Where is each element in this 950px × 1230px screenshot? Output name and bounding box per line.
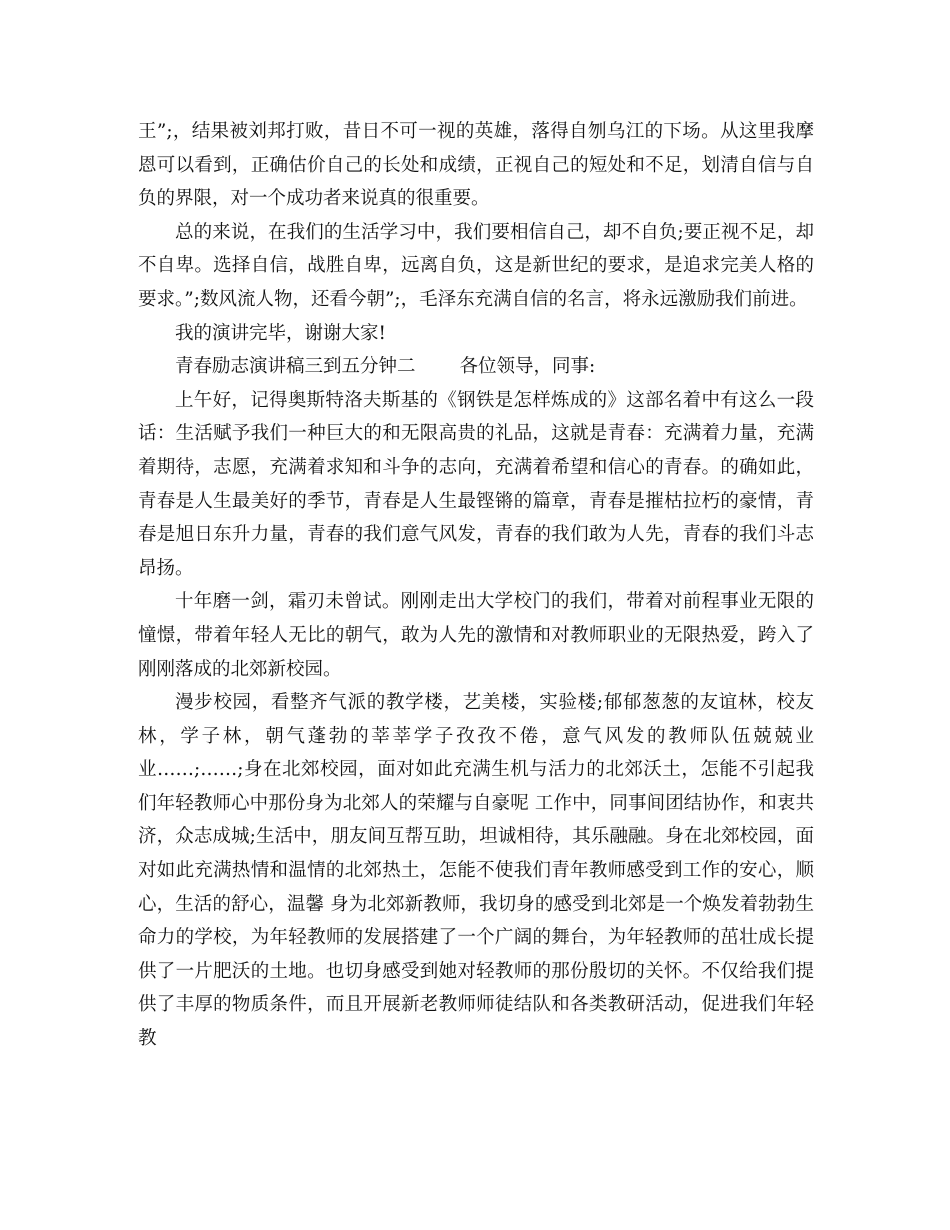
paragraph-continuation: 王”;，结果被刘邦打败，昔日不可一视的英雄，落得自刎乌江的下场。从这里我摩恩可以看到，正确估价自己的长处和成绩，正视自己的短处和不足，划清自信与自负的界限，对一个成功者来说真的很重要。 xyxy=(138,121,814,210)
paragraph-opening: 上午好，记得奥斯特洛夫斯基的《钢铁是怎样炼成的》这部名着中有这么一段话：生活赋予我们一种巨大的和无限高贵的礼品，这就是青春：充满着力量，充满着期待，志愿，充满着求知和斗争的志向，充满着希望和信心的青春。的确如此，青春是人生最美好的季节，青春是人生最铿锵的篇章，青春是摧枯拉朽的豪情，青春是旭日东升力量，青春的我们意气风发，青春的我们敢为人先，青春的我们斗志昂扬。 xyxy=(138,389,814,579)
document-body xyxy=(138,115,814,1056)
speech-heading xyxy=(138,350,814,384)
paragraph-campus: 漫步校园，看整齐气派的教学楼，艺美楼，实验楼;郁郁葱葱的友谊林，校友林，学子林，朝气蓬勃的莘莘学子孜孜不倦，意气风发的教师队伍兢兢业业……;……;身在北郊校园，面对如此充满生机与活力的北郊沃土，怎能不引起我们年轻教师心中那份身为北郊人的荣耀与自豪呢 工作中，同事间团结协作，和衷共济，众志成城;生活中，朋友间互帮互助，坦诚相待，其乐融融。身在北郊校园，面对如此充满热情和温情的北郊热土，怎能不使我们青年教师感受到工作的安心，顺心，生活的舒心，温馨 身为北郊新教师，我切身的感受到北郊是一个焕发着勃勃生命力的学校，为年轻教师的发展搭建了一个广阔的舞台，为年轻教师的茁壮成长提供了一片肥沃的土地。也切身感受到她对轻教师的那份殷切的关怀。不仅给我们提供了丰厚的物质条件，而且开展新老教师师徒结队和各类教研活动，促进我们年轻教 xyxy=(138,692,814,1050)
paragraph-closing: 我的演讲完毕，谢谢大家! xyxy=(175,322,386,344)
speech-title: 青春励志演讲稿三到五分钟二 xyxy=(175,356,416,378)
paragraph-ten-years: 十年磨一剑，霜刃未曾试。刚刚走出大学校门的我们，带着对前程事业无限的憧憬，带着年轻人无比的朝气，敢为人先的激情和对教师职业的无限热爱，跨入了刚刚落成的北郊新校园。 xyxy=(138,591,814,680)
paragraph-conclusion: 总的来说，在我们的生活学习中，我们要相信自己，却不自负;要正视不足，却不自卑。选择自信，战胜自卑，远离自负，这是新世纪的要求，是追求完美人格的要求。”;数风流人物，还看今朝”;，毛泽东充满自信的名言，将永远激励我们前进。 xyxy=(138,221,814,310)
speech-greeting: 各位领导，同事: xyxy=(459,356,596,378)
